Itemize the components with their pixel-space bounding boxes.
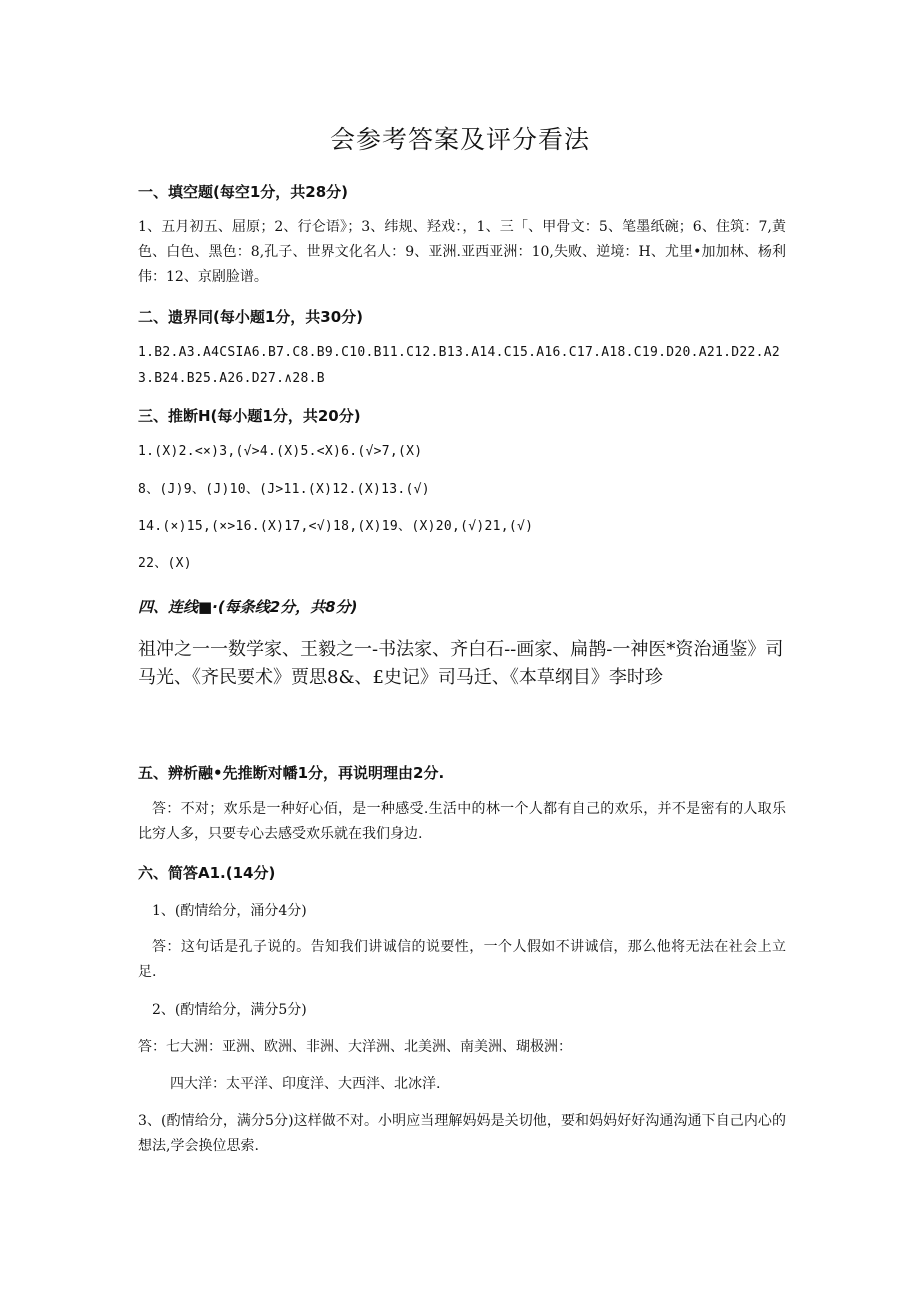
section-1-answers: 1、五月初五、屈原；2、行仑语》；3、纬规、羟戏：，1、三「、甲骨文：5、笔墨纸碗；6、住筑：7,黄色、白色、黑色：8,孔子、世界文化名人：9、亚洲.亚西亚洲：10,失败、逆境：H、尤里•加加林、杨利伟：12、京剧脸谱。 — [138, 219, 786, 285]
section-3-line-1: 1.(X)2.<×)3,(√>4.(X)5.<X)6.(√>7,(X) — [138, 444, 423, 459]
section-6-q2-label: 2、(酌情给分，满分5分) — [152, 1002, 307, 1018]
page-title: 会参考答案及评分看法 — [329, 125, 590, 154]
section-6-heading: 六、简答A1.(14分) — [138, 864, 276, 882]
section-5-heading: 五、辨析融•先推断对幡1分，再说明理由2分. — [138, 764, 445, 782]
section-5-answer: 答：不对；欢乐是一种好心佰，是一种感受.生活中的林一个人都有自己的欢乐，并不是密有的人取乐比穷人多，只要专心去感受欢乐就在我们身边. — [138, 801, 786, 842]
section-3-line-2: 8、(J)9、(J)10、(J>11.(X)12.(X)13.(√) — [138, 482, 430, 497]
section-6-q2-oceans: 四大洋：太平洋、印度洋、大西泮、北冰洋. — [170, 1076, 441, 1092]
section-6-q1-answer: 答：这句话是孔子说的。告知我们讲诚信的说要性，一个人假如不讲诚信，那么他将无法在社会上立足. — [138, 939, 786, 980]
section-6-q2-continents: 答：七大洲：亚洲、欧洲、非洲、大洋洲、北美洲、南美洲、瑚极洲： — [138, 1039, 572, 1055]
section-3-line-4: 22、(X) — [138, 556, 192, 571]
section-4-answers: 祖冲之一一数学家、王毅之一-书法家、齐白石--画家、扁鹊-一神医*资治通鉴》司马光、《齐民要术》贾思8&、£史记》司马迁、《本草纲目》李时珍 — [138, 639, 784, 688]
section-3-line-3: 14.(×)15,(×>16.(X)17,<√)18,(X)19、(X)20,(√)21,(√) — [138, 519, 534, 534]
section-2-heading: 二、遗界同(每小题1分，共30分) — [138, 308, 364, 326]
section-2-answers: 1.B2.A3.A4CSIA6.B7.C8.B9.C10.B11.C12.B13.A14.C15.A16.C17.A18.C19.D20.A21.D22.A23.B24.B25.A26.D27.∧28.B — [138, 345, 781, 386]
section-4-heading: 四、连线■·(每条线2分，共8分) — [138, 598, 358, 616]
section-1-heading: 一、填空题(每空1分，共28分) — [138, 183, 349, 201]
section-6-q3-answer: 3、(酌情给分，满分5分)这样做不对。小明应当理解妈妈是关切他，要和妈妈好好沟通沟通下自己内心的想法,学会换位思索. — [138, 1113, 786, 1154]
section-3-heading: 三、推断H(每小题1分，共20分) — [138, 407, 361, 425]
section-6-q1-label: 1、(酌情给分，涌分4分) — [152, 903, 307, 919]
